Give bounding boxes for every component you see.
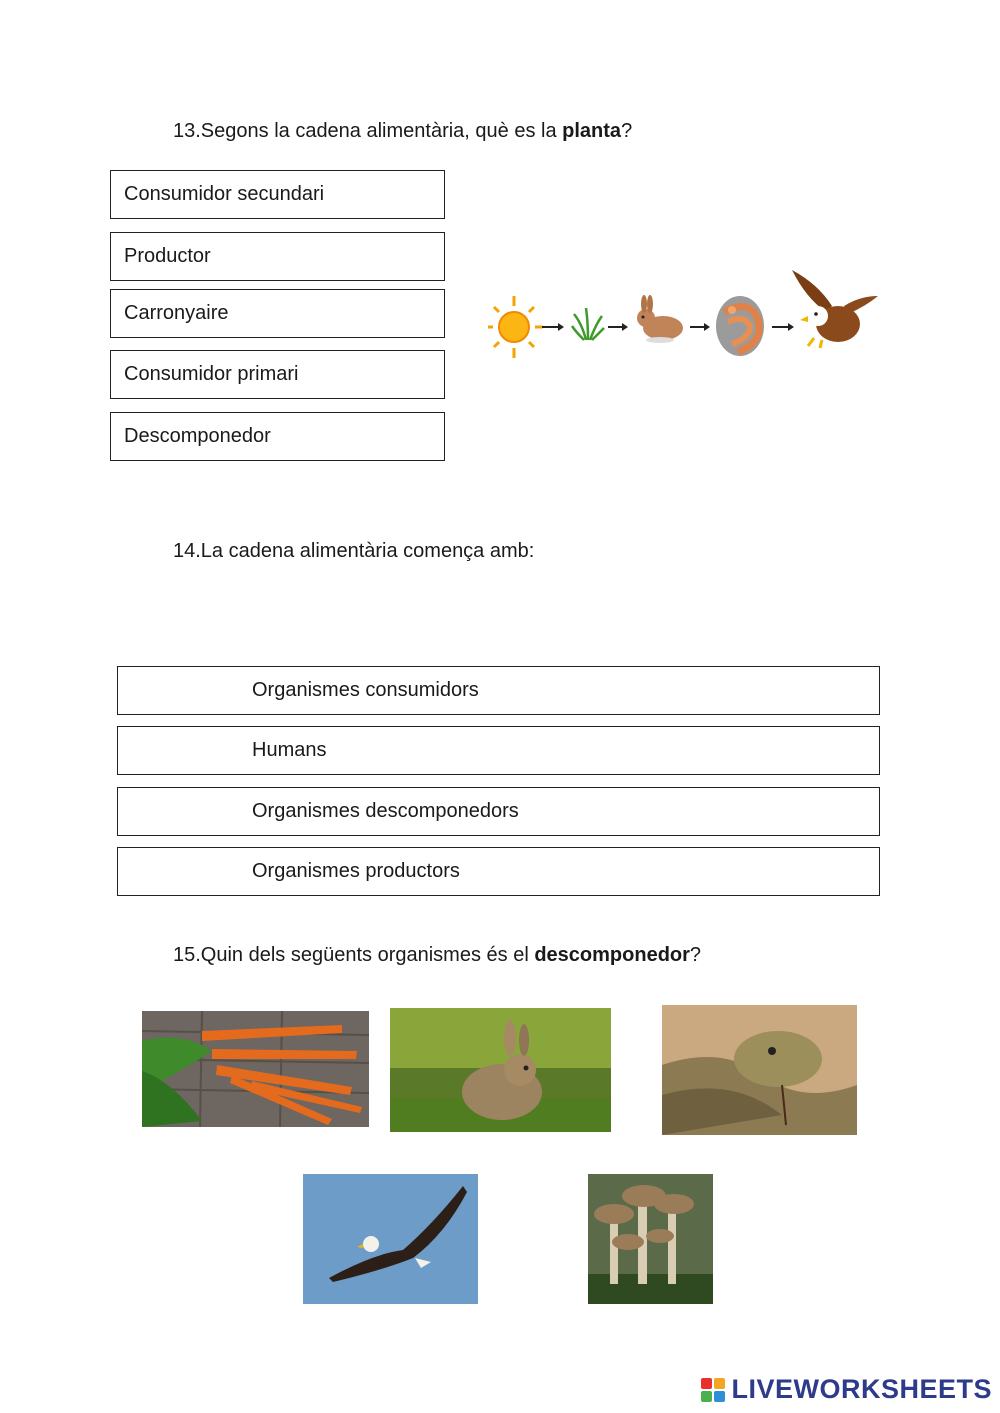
question-14: 14.La cadena alimentària comença amb: <box>173 540 535 562</box>
q13-option-productor[interactable] <box>110 232 445 281</box>
question-13 <box>173 120 632 143</box>
option-label: Productor <box>124 245 211 267</box>
option-label: Consumidor secundari <box>124 183 325 205</box>
grass-icon <box>572 308 604 340</box>
q13-option-consumidor-primari[interactable] <box>110 350 445 399</box>
question-15-bold: descomponedor <box>534 944 690 966</box>
question-13-suffix: ? <box>621 120 633 142</box>
logo-text: LIVEWORKSHEETS <box>731 1374 992 1404</box>
option-label: Organismes descomponedors <box>252 800 519 822</box>
arrow-icon <box>542 323 564 331</box>
option-label: Organismes productors <box>252 860 460 882</box>
q14-option-consumidors[interactable] <box>117 666 880 715</box>
rabbit-photo[interactable] <box>390 1008 611 1132</box>
option-label: Consumidor primari <box>124 363 299 385</box>
eagle-icon <box>792 270 878 348</box>
q14-option-humans[interactable] <box>117 726 880 775</box>
carrots-photo[interactable] <box>142 1011 369 1127</box>
option-label: Carronyaire <box>124 302 229 324</box>
question-13-text: 13.Segons la cadena alimentària, què es la <box>173 120 563 142</box>
sun-icon <box>488 296 543 358</box>
snake-icon <box>716 296 764 356</box>
question-15-text: 15.Quin dels següents organismes és el <box>173 944 535 966</box>
arrow-icon <box>772 323 794 331</box>
mushrooms-photo[interactable] <box>588 1174 713 1304</box>
eagle-photo[interactable] <box>303 1174 478 1304</box>
logo-mark <box>701 1378 725 1402</box>
q14-option-descomponedors[interactable] <box>117 787 880 836</box>
option-label: Humans <box>252 739 327 761</box>
option-label: Organismes consumidors <box>252 679 479 701</box>
arrow-icon <box>690 323 710 331</box>
q14-option-productors[interactable] <box>117 847 880 896</box>
option-label: Descomponedor <box>124 425 271 447</box>
food-chain-illustration <box>488 262 888 362</box>
q13-option-carronyaire[interactable] <box>110 289 445 338</box>
snake-photo[interactable] <box>662 1005 857 1135</box>
question-15 <box>173 944 701 967</box>
q13-option-descomponedor[interactable] <box>110 412 445 461</box>
question-15-suffix: ? <box>689 944 702 966</box>
question-13-bold: planta <box>562 120 622 142</box>
rabbit-icon <box>637 295 683 343</box>
liveworksheets-logo <box>701 1374 992 1405</box>
q13-option-consumidor-secundari[interactable] <box>110 170 445 219</box>
arrow-icon <box>608 323 628 331</box>
